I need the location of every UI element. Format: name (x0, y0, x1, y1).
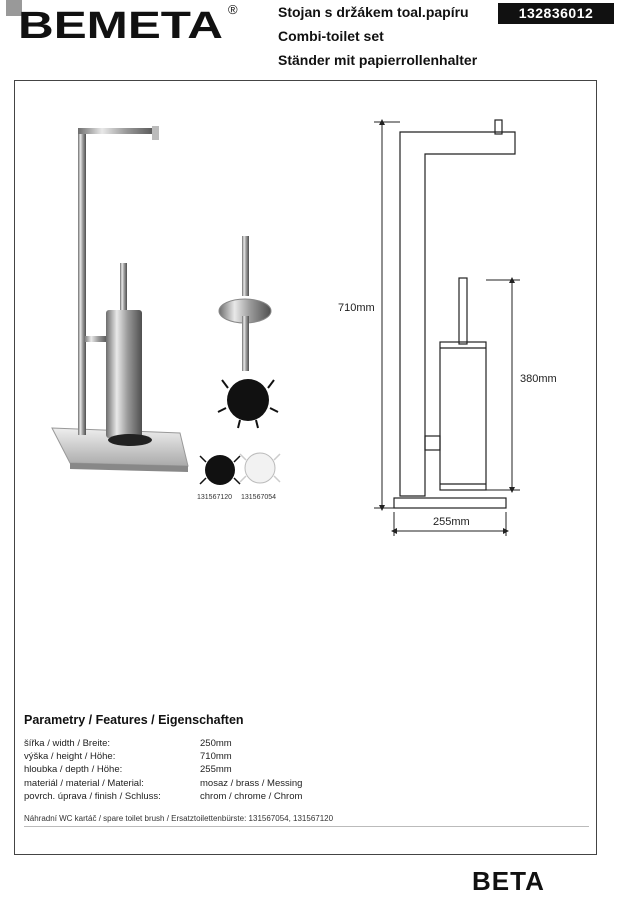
param-label: povrch. úprava / finish / Schluss: (24, 790, 161, 802)
series-name: BETA (472, 866, 545, 896)
spare-brush-black (200, 455, 240, 485)
title-de: Ständer mit papierrollenhalter (278, 52, 478, 68)
spare-brush-white (240, 453, 280, 483)
param-label: výška / height / Höhe: (24, 751, 116, 763)
param-row (24, 790, 584, 803)
param-value: mosaz / brass / Messing (200, 777, 303, 789)
spare-brush-note: Náhradní WC kartáč / spare toilet brush / Ersatztoilettenbürste: 131567054, 131567120 (24, 814, 334, 823)
spare-code-black: 131567120 (197, 494, 233, 501)
parameters-section (24, 713, 584, 803)
stand-illustration (52, 126, 188, 472)
product-photo (40, 118, 320, 518)
param-row (24, 737, 584, 750)
parameters-title: Parametry / Features / Eigenschaften (24, 713, 244, 727)
title-cz: Stojan s držákem toal.papíru (278, 4, 469, 20)
title-en: Combi-toilet set (278, 28, 384, 44)
dim-holder-label: 380mm (520, 373, 557, 385)
param-value: 255mm (200, 764, 232, 776)
param-label: hloubka / depth / Höhe: (24, 764, 123, 776)
technical-drawing (330, 112, 590, 542)
brand-name: BEMETA (18, 5, 223, 47)
dim-width-label: 255mm (433, 516, 470, 528)
param-row (24, 763, 584, 776)
param-value: chrom / chrome / Chrom (200, 790, 303, 802)
param-label: šířka / width / Breite: (24, 738, 111, 749)
brush-illustration (218, 236, 278, 428)
product-code-badge: 132836012 (498, 3, 614, 24)
param-value: 710mm (200, 751, 232, 763)
bemeta-logo (6, 0, 246, 48)
param-label: materiál / material / Material: (24, 777, 144, 789)
registered-mark: ® (228, 2, 238, 17)
param-row (24, 750, 584, 763)
param-value: 250mm (200, 738, 232, 749)
param-row (24, 777, 584, 790)
spare-code-white: 131567054 (241, 494, 277, 501)
dim-height-label: 710mm (338, 302, 375, 314)
divider (24, 826, 589, 827)
